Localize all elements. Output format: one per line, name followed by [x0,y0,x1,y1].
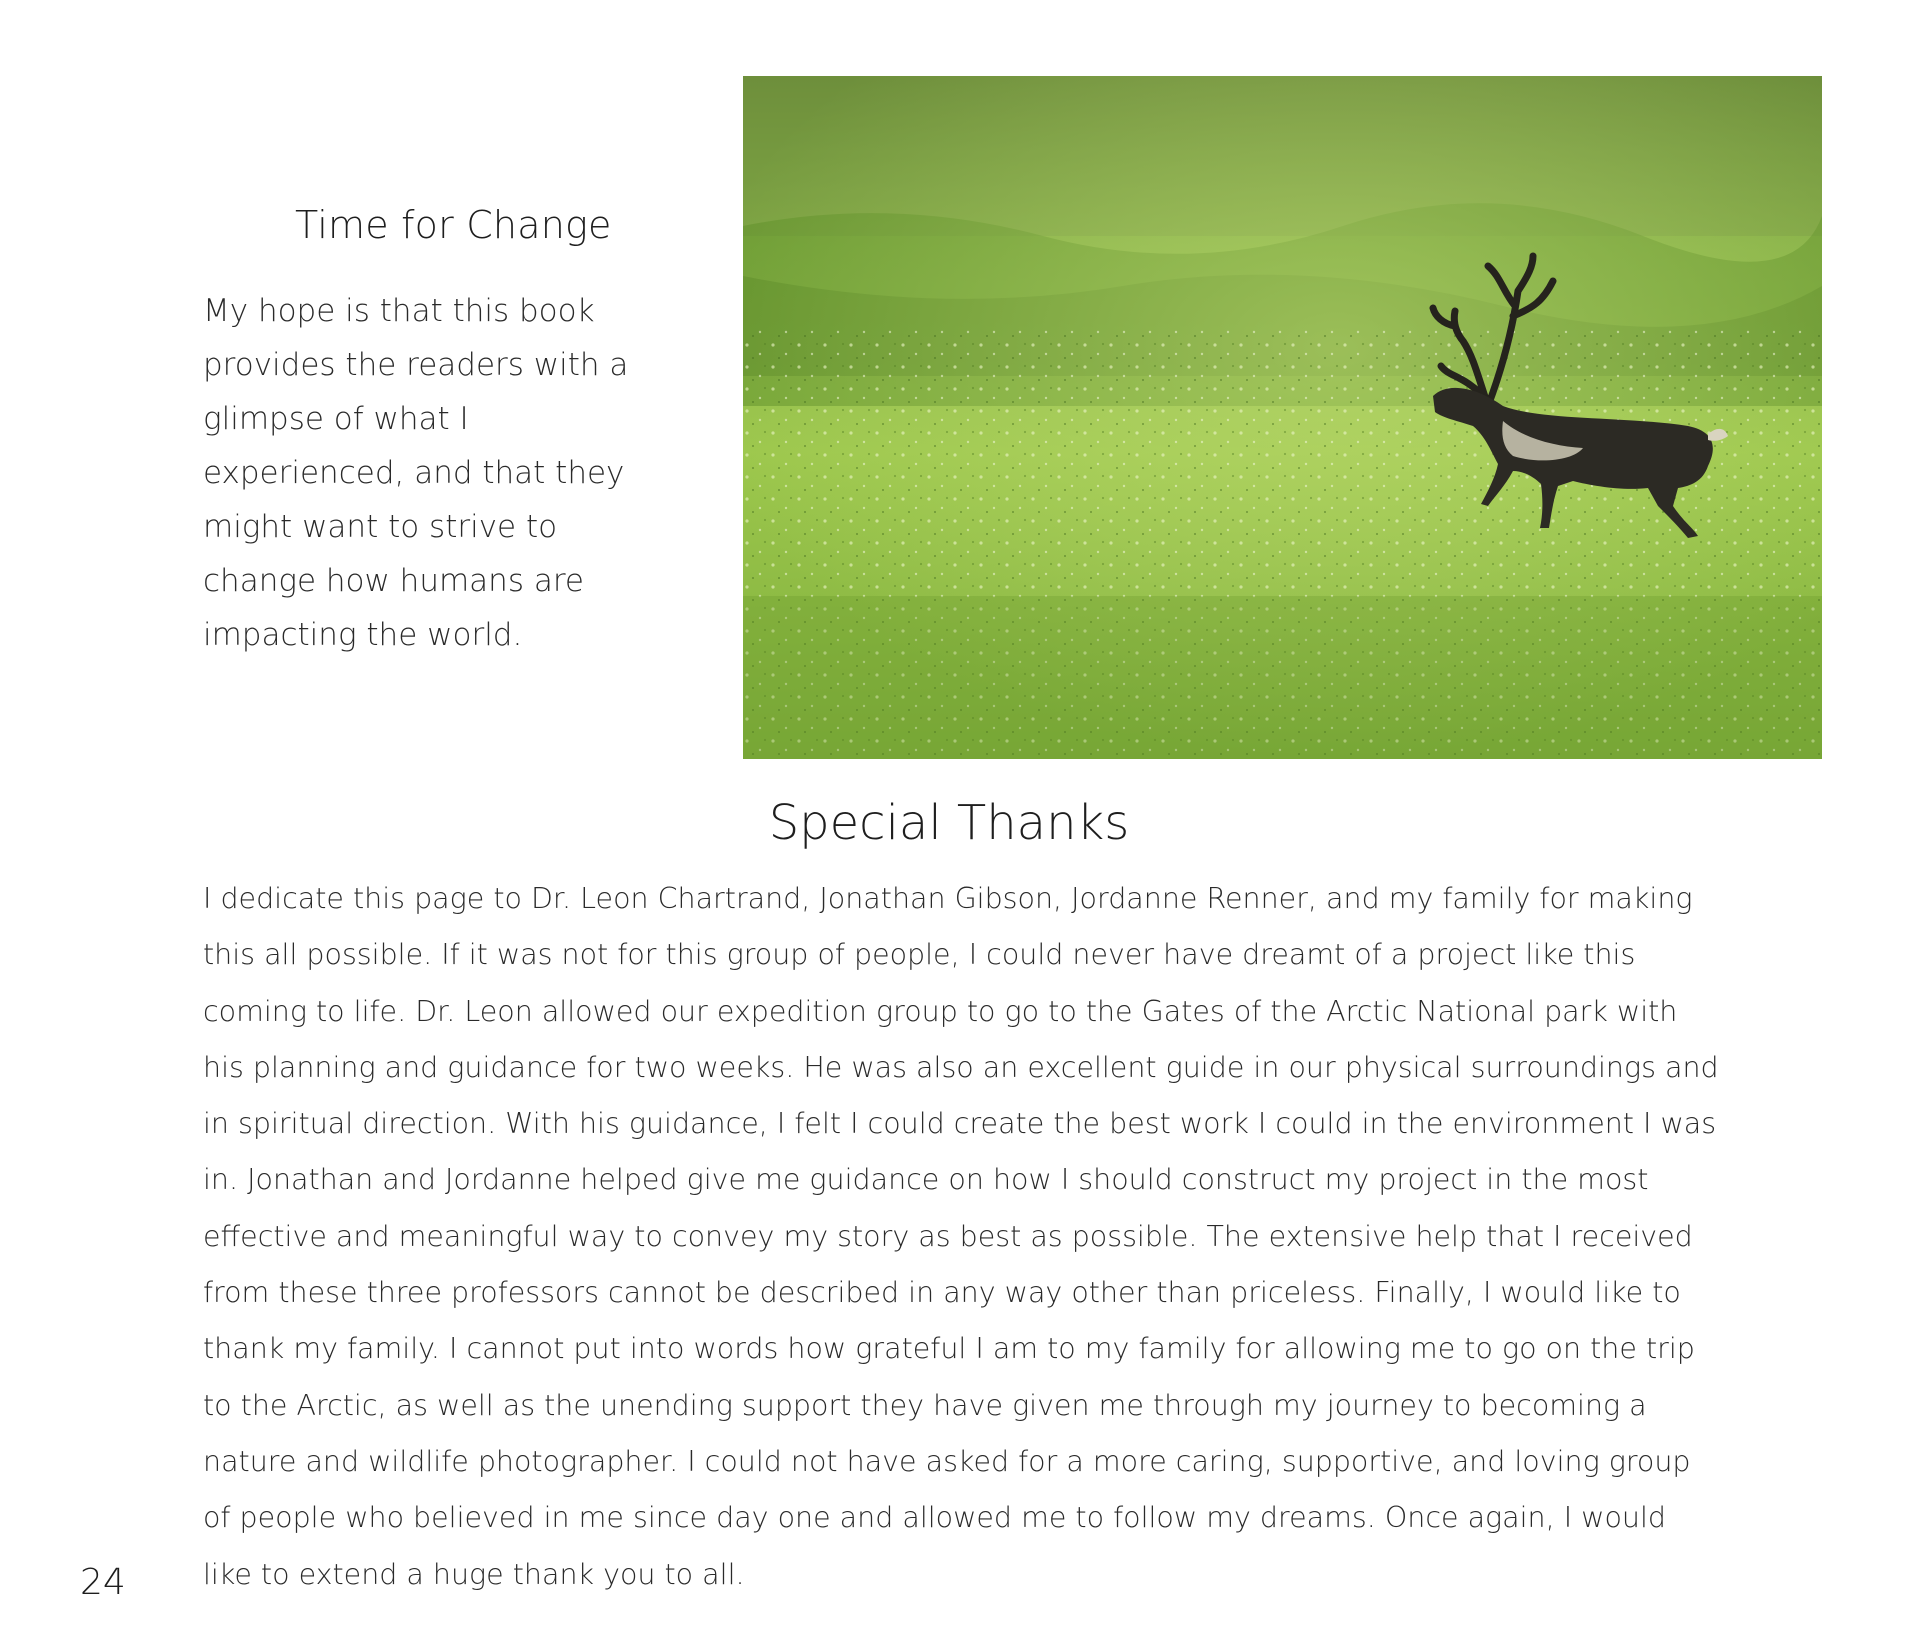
page-number: 24 [80,1562,126,1603]
time-for-change-heading: Time for Change [295,203,612,247]
special-thanks-heading: Special Thanks [768,795,1130,851]
caribou-photo-illustration [743,76,1822,759]
time-for-change-paragraph: My hope is that this book provides the readers with a glimpse of what I experienced, and that they might want to strive to change how humans are impacting the world. [203,293,629,653]
special-thanks-paragraph: I dedicate this page to Dr. Leon Chartrand, Jonathan Gibson, Jordanne Renner, and my family for making this all possible. If it was not for this group of people, I could never have dreamt of a project like this coming to life. Dr. Leon allowed our expedition group to go to the Gates of the Arctic National park with his planning and guidance for two weeks. He was also an excellent guide in our physical surroundings and in spiritual direction. With his guidance, I felt I could create the best work I could in the environment I was in. Jonathan and Jordanne helped give me guidance on how I should construct my project in the most effective and meaningful way to convey my story as best as possible. The extensive help that I received from these three professors cannot be described in any way other than priceless. Finally, I would like to thank my family. I cannot put into words how grateful I am to my family for allowing me to go on the trip to the Arctic, as well as the unending support they have given me through my journey to becoming a nature and wildlife photographer. I could not have asked for a more caring, supportive, and loving group of people who believed in me since day one and allowed me to follow my dreams. Once again, I would like to extend a huge thank you to all. [203,882,1719,1591]
caribou-photo [743,76,1822,759]
